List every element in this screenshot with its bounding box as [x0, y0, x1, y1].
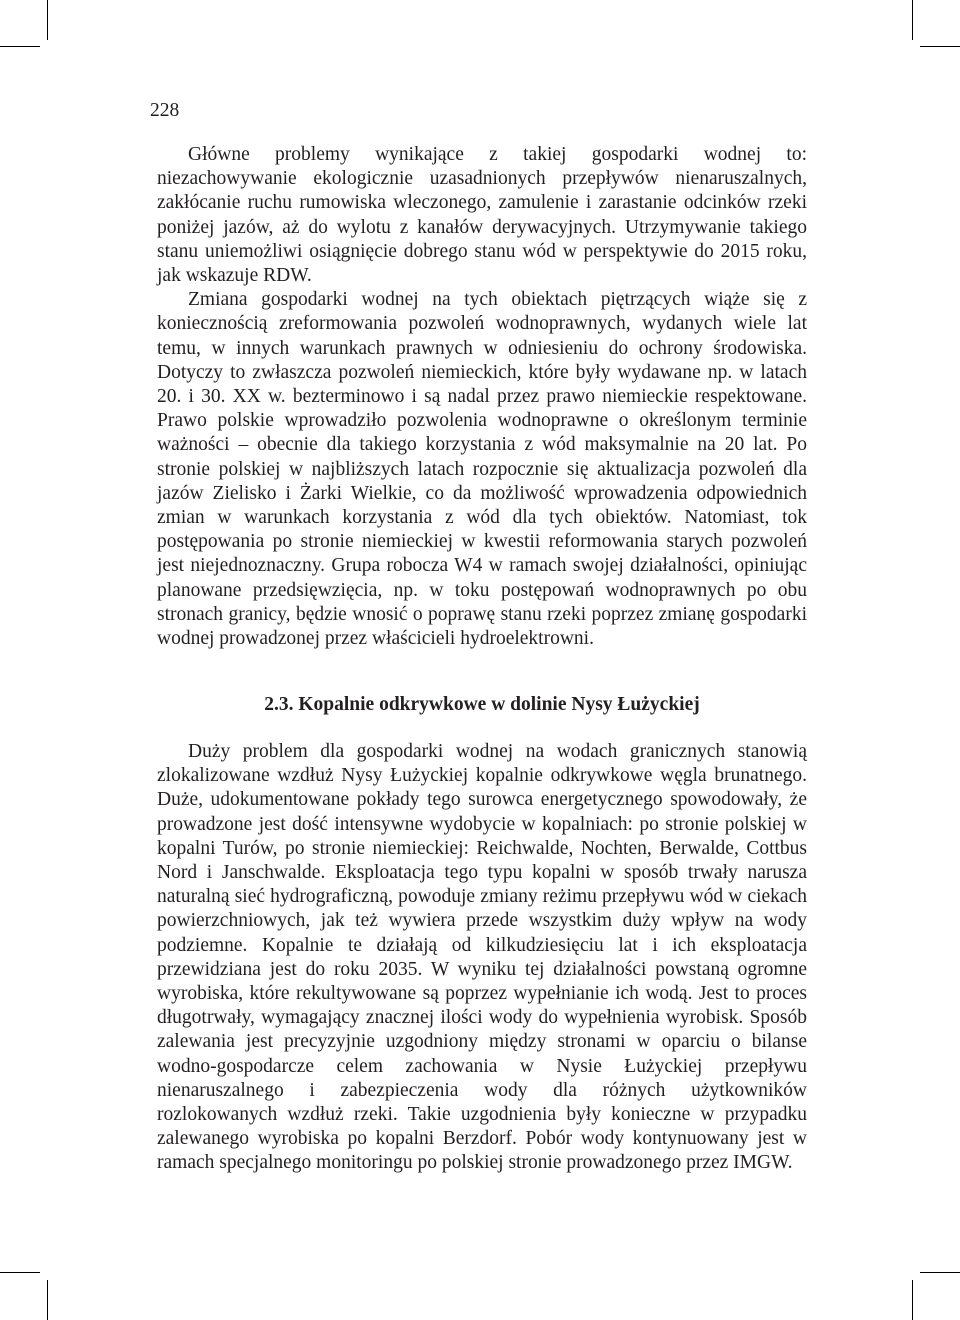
page-number: 228 [150, 100, 180, 121]
crop-mark-right-upper [920, 46, 960, 47]
crop-mark-left-lower [0, 1272, 40, 1273]
paragraph: Zmiana gospodarki wodnej na tych obiektach piętrzących wiąże się z koniecznością zreformowania pozwoleń wodnoprawnych, wydanych wiele lat temu, w innych warunkach prawnych w odniesieniu do ochrony środowiska. Dotyczy to zwłaszcza pozwoleń niemieckich, które były wydawane np. w latach 20. i 30. XX w. bezterminowo i są nadal przez prawo niemieckie respektowane. Prawo polskie wprowadziło pozwolenia wodnoprawne o określonym terminie ważności – obecnie dla takiego korzystania z wód maksymalnie na 20 lat. Po stronie polskiej w najbliższych latach rozpocznie się aktualizacja pozwoleń dla jazów Zielisko i Żarki Wielkie, co da możliwość wprowadzenia odpowiednich zmian w warunkach korzystania z wód dla tych obiektów. Natomiast, tok postępowania po stronie niemieckiej w kwestii reformowania starych pozwoleń jest niejednoznaczny. Grupa robocza W4 w ramach swojej działalności, opiniując planowane przedsięwzięcia, np. w toku postępowań wodnoprawnych po obu stronach granicy, będzie wnosić o poprawę stanu rzeki poprzez zmianę gospodarki wodnej prowadzonej przez właścicieli hydroelektrowni. [157, 289, 807, 650]
section-1-body [157, 143, 807, 651]
section-2-body [157, 740, 807, 1176]
crop-mark-right-lower [920, 1272, 960, 1273]
section-heading: 2.3. Kopalnie odkrywkowe w dolinie Nysy Łużyckiej [264, 694, 700, 715]
paragraph: Główne problemy wynikające z takiej gospodarki wodnej to: niezachowywanie ekologicznie uzasadnionych przepływów nienaruszalnych, zakłócanie ruchu rumowiska wleczonego, zamulenie i zarastanie odcinków rzeki poniżej jazów, aż do wylotu z kanałów derywacyjnych. Utrzymywanie takiego stanu uniemożliwi osiągnięcie dobrego stanu wód w perspektywie do 2015 roku, jak wskazuje RDW. [157, 144, 807, 287]
paragraph: Duży problem dla gospodarki wodnej na wodach granicznych stanowią zlokalizowane wzdłuż Nysy Łużyckiej kopalnie odkrywkowe węgla brunatnego. Duże, udokumentowane pokłady tego surowca energetycznego spowodowały, że prowadzone jest dość intensywne wydobycie w kopalniach: po stronie polskiej w kopalni Turów, po stronie niemieckiej: Reichwalde, Nochten, Berwalde, Cottbus Nord i Janschwalde. Eksploatacja tego typu kopalni w sposób trwały narusza naturalną sieć hydrograficzną, powoduje zmiany reżimu przepływu wód w ciekach powierzchniowych, jak też wywiera przede wszystkim duży wpływ na wody podziemne. Kopalnie te działają od kilkudziesięciu lat i ich eksploatacja przewidziana jest do roku 2035. W wyniku tej działalności powstaną ogromne wyrobiska, które rekultywowane są poprzez wypełnianie ich wodą. Jest to proces długotrwały, wymagający znacznej ilości wody do wypełnienia wyrobisk. Sposób zalewania jest precyzyjnie uzgodniony między stronami w oparciu o bilanse wodno-gospodarcze celem zachowania w Nysie Łużyckiej przepływu nienaruszalnego i zabezpieczenia wody dla różnych użytkowników rozlokowanych wzdłuż rzeki. Takie uzgodnienia były konieczne w przypadku zalewanego wyrobiska po kopalni Berzdorf. Pobór wody kontynuowany jest w ramach specjalnego monitoringu po polskiej stronie prowadzonego przez IMGW. [157, 741, 807, 1174]
crop-mark-left-upper [0, 46, 40, 47]
crop-mark-bottom-left [47, 1280, 48, 1320]
crop-mark-top-left [47, 0, 48, 40]
crop-mark-bottom-right [912, 1280, 913, 1320]
crop-mark-top-right [912, 0, 913, 40]
